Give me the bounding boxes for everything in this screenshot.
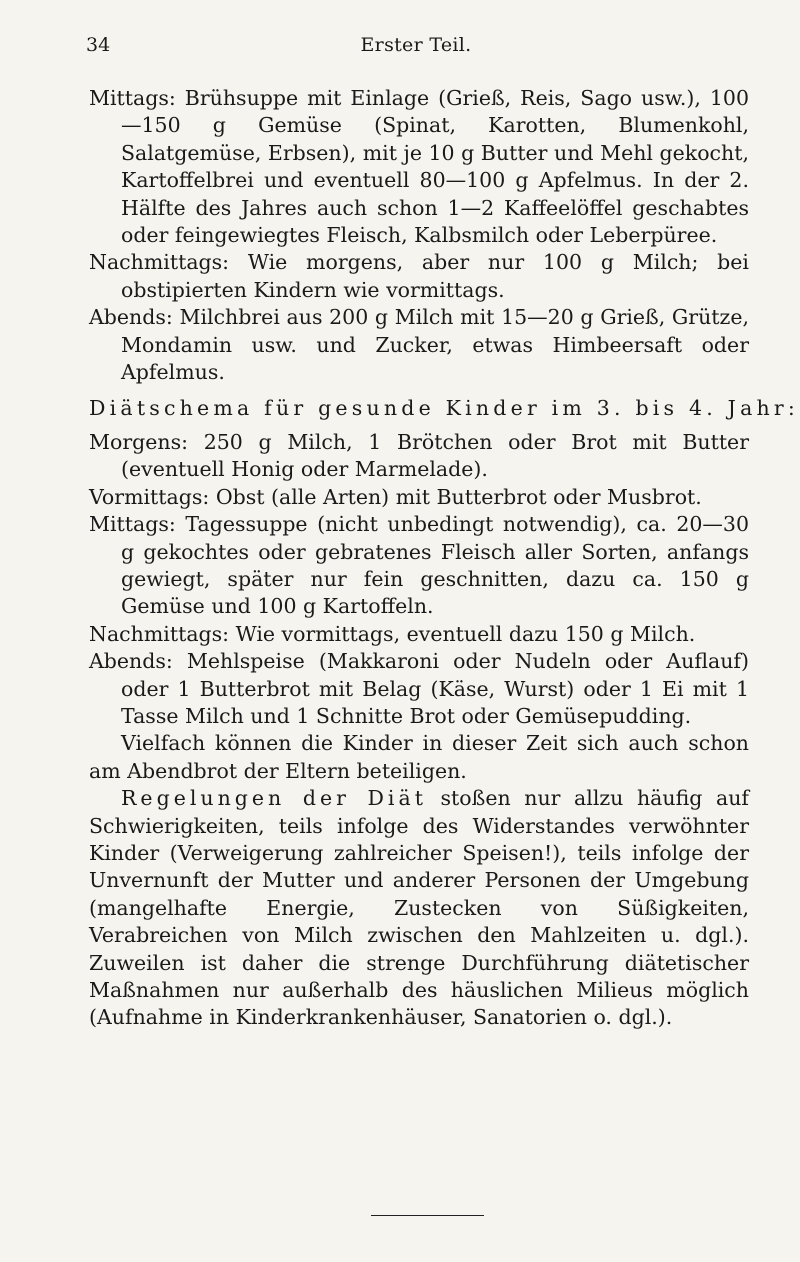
entry-mittags-2: Mittags: Tagessuppe (nicht unbedingt notwendig), ca. 20—30 g gekochtes oder gebratenes Fleisch aller Sorten, anfangs gewiegt, später nur fein geschnitten, dazu ca. 150 g Gemüse und 100 g Kartoffeln. — [89, 512, 749, 619]
running-head: Erster Teil. — [360, 34, 472, 56]
page-number: 34 — [86, 34, 111, 56]
entry-nachmittags-2: Nachmittags: Wie vormittags, eventuell dazu 150 g Milch. — [89, 621, 696, 646]
paragraph-regelungen — [89, 785, 749, 1032]
section-heading: Diätschema für gesunde Kinder im 3. bis 4. Jahr: — [89, 396, 799, 421]
entry-mittags: Mittags: Brühsuppe mit Einlage (Grieß, Reis, Sago usw.), 100—150 g Gemüse (Spinat, Karotten, Blumenkohl, Salatgemüse, Erbsen), mit je 10 g Butter und Mehl gekocht, Kartoffelbrei und eventuell 80—100 g Apfelmus. In der 2. Hälfte des Jahres auch schon 1—2 Kaffeelöffel geschabtes oder feingewiegtes Fleisch, Kalbsmilch oder Leberpüree. — [89, 86, 749, 248]
entry-vormittags: Vormittags: Obst (alle Arten) mit Butterbrot oder Musbrot. — [89, 484, 702, 509]
paragraph-rest: stoßen nur allzu häufig auf Schwierigkeiten, teils infolge des Widerstandes verwöhnter Kinder (Verweigerung zahlreicher Speisen!), teils infolge der Unvernunft der Mutter und anderer Personen der Umgebung (mangelhafte Energie, Zustecken von Süßigkeiten, Verabreichen von Milch zwischen den Mahlzeiten u. dgl.). Zuweilen ist daher die strenge Durchführung diätetischer Maßnahmen nur außerhalb des häuslichen Milieus möglich (Aufnahme in Kinderkrankenhäuser, Sanatorien o. dgl.). — [89, 786, 749, 1030]
paragraph-abendbrot: Vielfach können die Kinder in dieser Zeit sich auch schon am Abendbrot der Eltern beteiligen. — [89, 731, 749, 783]
entry-abends: Abends: Milchbrei aus 200 g Milch mit 15—20 g Grieß, Grütze, Mondamin usw. und Zucker, etwas Himbeersaft oder Apfelmus. — [89, 305, 749, 385]
paragraph-lead: Regelungen der Diät — [121, 786, 427, 811]
page-header — [86, 34, 746, 64]
entry-morgens: Morgens: 250 g Milch, 1 Brötchen oder Brot mit Butter (eventuell Honig oder Marmelade). — [89, 429, 749, 482]
page-body — [89, 85, 799, 1032]
entry-nachmittags: Nachmittags: Wie morgens, aber nur 100 g Milch; bei obstipierten Kindern wie vormittags. — [89, 250, 749, 302]
entry-abends-2: Abends: Mehlspeise (Makkaroni oder Nudeln oder Auflauf) oder 1 Butterbrot mit Belag (Käse, Wurst) oder 1 Ei mit 1 Tasse Milch und 1 Schnitte Brot oder Gemüsepudding. — [89, 649, 749, 728]
section-divider — [371, 1215, 484, 1216]
